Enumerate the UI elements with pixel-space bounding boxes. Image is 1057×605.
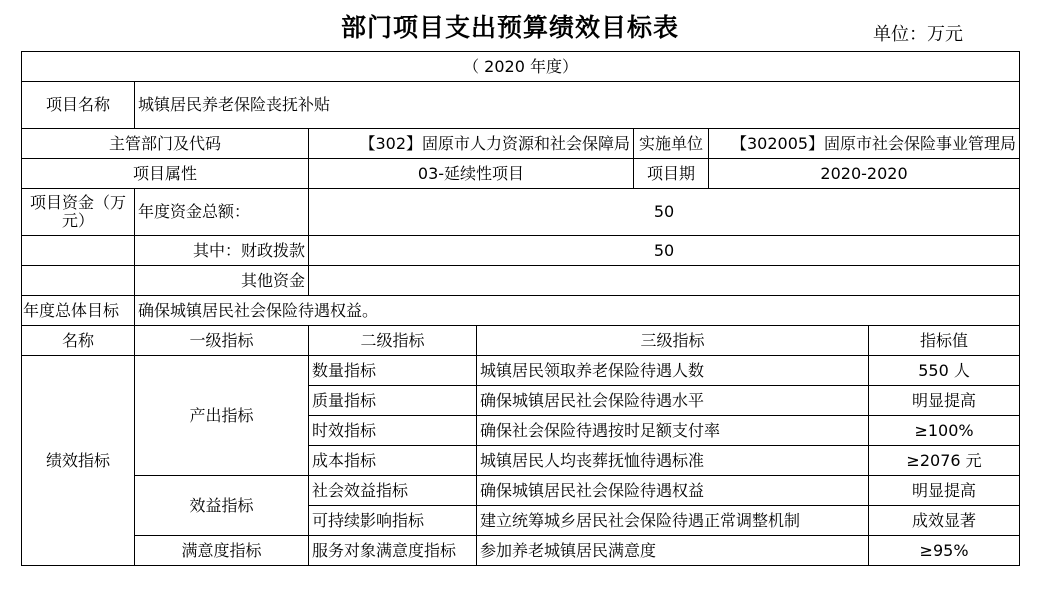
fund-other-value (309, 266, 1020, 296)
level2-cell: 社会效益指标 (309, 476, 477, 506)
goal-value: 确保城镇居民社会保险待遇权益。 (135, 296, 1020, 326)
page-title: 部门项目支出预算绩效目标表 (340, 13, 679, 42)
level1-satisfaction: 满意度指标 (135, 536, 309, 566)
level3-cell: 确保城镇居民社会保险待遇权益 (477, 476, 869, 506)
level3-cell: 参加养老城镇居民满意度 (477, 536, 869, 566)
header-level1: 一级指标 (135, 326, 309, 356)
attr-value: 03-延续性项目 (309, 159, 634, 189)
level2-cell: 服务对象满意度指标 (309, 536, 477, 566)
project-name-label: 项目名称 (22, 82, 135, 129)
level3-cell: 确保社会保险待遇按时足额支付率 (477, 416, 869, 446)
fund-label: 项目资金（万元） (22, 189, 135, 236)
level1-output: 产出指标 (135, 356, 309, 476)
level2-cell: 时效指标 (309, 416, 477, 446)
value-cell: ≥95% (869, 536, 1020, 566)
value-cell: 明显提高 (869, 386, 1020, 416)
budget-table (21, 51, 1020, 566)
year-row: （ 2020 年度） (22, 52, 1020, 82)
value-cell: 明显提高 (869, 476, 1020, 506)
fund-total-value: 50 (309, 189, 1020, 236)
impl-value: 【302005】固原市社会保险事业管理局 (709, 129, 1020, 159)
header-level2: 二级指标 (309, 326, 477, 356)
fund-other-label: 其他资金 (135, 266, 309, 296)
level2-cell: 数量指标 (309, 356, 477, 386)
value-cell: 550 人 (869, 356, 1020, 386)
fund-fiscal-label: 其中：财政拨款 (135, 236, 309, 266)
level3-cell: 确保城镇居民社会保险待遇水平 (477, 386, 869, 416)
level3-cell: 城镇居民人均丧葬抚恤待遇标准 (477, 446, 869, 476)
dept-value: 【302】固原市人力资源和社会保障局 (309, 129, 634, 159)
attr-label: 项目属性 (22, 159, 309, 189)
dept-label: 主管部门及代码 (22, 129, 309, 159)
header-name: 名称 (22, 326, 135, 356)
level1-benefit: 效益指标 (135, 476, 309, 536)
goal-label: 年度总体目标 (22, 296, 135, 326)
value-cell: 成效显著 (869, 506, 1020, 536)
period-value: 2020-2020 (709, 159, 1020, 189)
level2-cell: 成本指标 (309, 446, 477, 476)
value-cell: ≥100% (869, 416, 1020, 446)
level2-cell: 可持续影响指标 (309, 506, 477, 536)
project-name-value: 城镇居民养老保险丧抚补贴 (135, 82, 1020, 129)
fund-fiscal-value: 50 (309, 236, 1020, 266)
level3-cell: 城镇居民领取养老保险待遇人数 (477, 356, 869, 386)
impl-label: 实施单位 (634, 129, 709, 159)
period-label: 项目期 (634, 159, 709, 189)
level2-cell: 质量指标 (309, 386, 477, 416)
unit-label: 单位：万元 (873, 24, 963, 45)
fund-total-label: 年度资金总额： (135, 189, 309, 236)
header-level3: 三级指标 (477, 326, 869, 356)
level3-cell: 建立统筹城乡居民社会保险待遇正常调整机制 (477, 506, 869, 536)
category-label: 绩效指标 (22, 356, 135, 566)
header-value: 指标值 (869, 326, 1020, 356)
value-cell: ≥2076 元 (869, 446, 1020, 476)
